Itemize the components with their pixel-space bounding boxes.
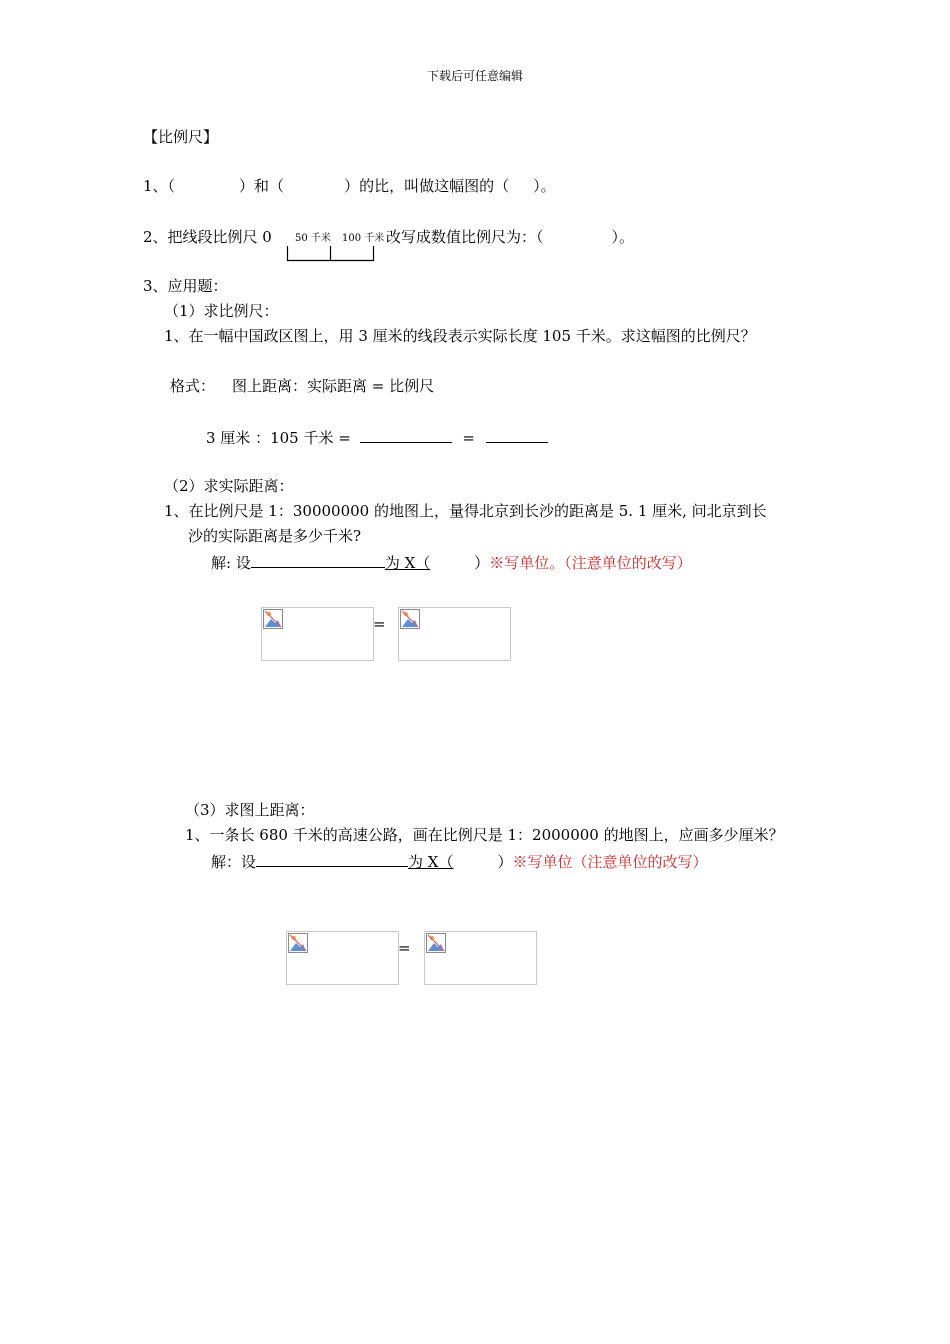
solve-var: 为 X（ [384,554,431,572]
equation-image-right-2 [424,931,537,985]
format-label: 格式： [170,377,216,395]
calc-line [206,426,548,448]
broken-image-icon [288,933,308,953]
scale-label-100: 100 千米 [342,233,385,244]
format-text: 图上距离：实际距离 = 比例尺 [232,377,435,395]
equation-equals-1: = [373,615,386,633]
solve-blank[interactable] [256,850,408,867]
subsection-3-problem: 1、一条长 680 千米的高速公路，画在比例尺是 1：2000000 的地图上，应画多少厘米？ [185,826,784,844]
solve-var: 为 X（ [408,853,454,871]
broken-image-icon [400,609,420,629]
page-header: 下载后可任意编辑 [426,69,523,83]
calc-equals: = [462,429,475,447]
solve-close: ） [474,554,490,572]
equation-image-left [261,607,374,661]
equation-image-right [398,607,511,661]
q2-part-2: 改写成数值比例尺为：（ [386,228,544,246]
subsection-2-problem-line2: 沙的实际距离是多少千米? [188,527,362,545]
question-3-title: 3、应用题： [143,277,228,295]
question-1 [143,176,556,196]
solve-blank[interactable] [251,551,385,568]
q1-part-3: ）的比，叫做这幅图的（ [344,177,510,195]
equation-equals-2: = [398,939,411,957]
solve-prefix: 解：设 [211,853,257,871]
subsection-2-problem-line1: 1、在比例尺是 1：30000000 的地图上，量得北京到长沙的距离是 5. 1 厘米, 问北京到长 [164,502,767,520]
broken-image-icon [426,933,446,953]
q1-part-1: 1、（ [143,177,176,195]
answer-blank-2[interactable] [486,426,548,443]
section-title: 【比例尺】 [143,128,219,146]
q2-part-3: ）。 [611,228,635,246]
line-segment-scale [286,244,376,264]
calc-left: 3 厘米 ：105 千米 = [206,429,351,447]
subsection-1-problem: 1、在一幅中国政区图上，用 3 厘米的线段表示实际长度 105 千米。求这幅图的比例尺？ [164,327,756,345]
q1-part-4: ）。 [533,177,556,195]
subsection-2-solve [211,551,692,573]
unit-note: ※写单位。（注意单位的改写） [489,554,692,572]
question-2-lead: 2、把线段比例尺 0 [143,228,272,246]
subsection-2-title: （2）求实际距离： [164,477,294,495]
subsection-3-solve [211,850,708,872]
q1-part-2: ）和（ [239,177,285,195]
solve-close: ） [497,853,513,871]
broken-image-icon [263,609,283,629]
unit-note: ※写单位（注意单位的改写） [512,853,708,871]
answer-blank-1[interactable] [360,426,452,443]
subsection-1-title: （1）求比例尺： [164,302,279,320]
question-2-rest [386,227,634,247]
equation-image-left-2 [286,931,399,985]
scale-label-50: 50 千米 [295,233,331,244]
solve-prefix: 解: 设 [211,554,251,572]
subsection-3-title: （3）求图上距离： [185,801,315,819]
